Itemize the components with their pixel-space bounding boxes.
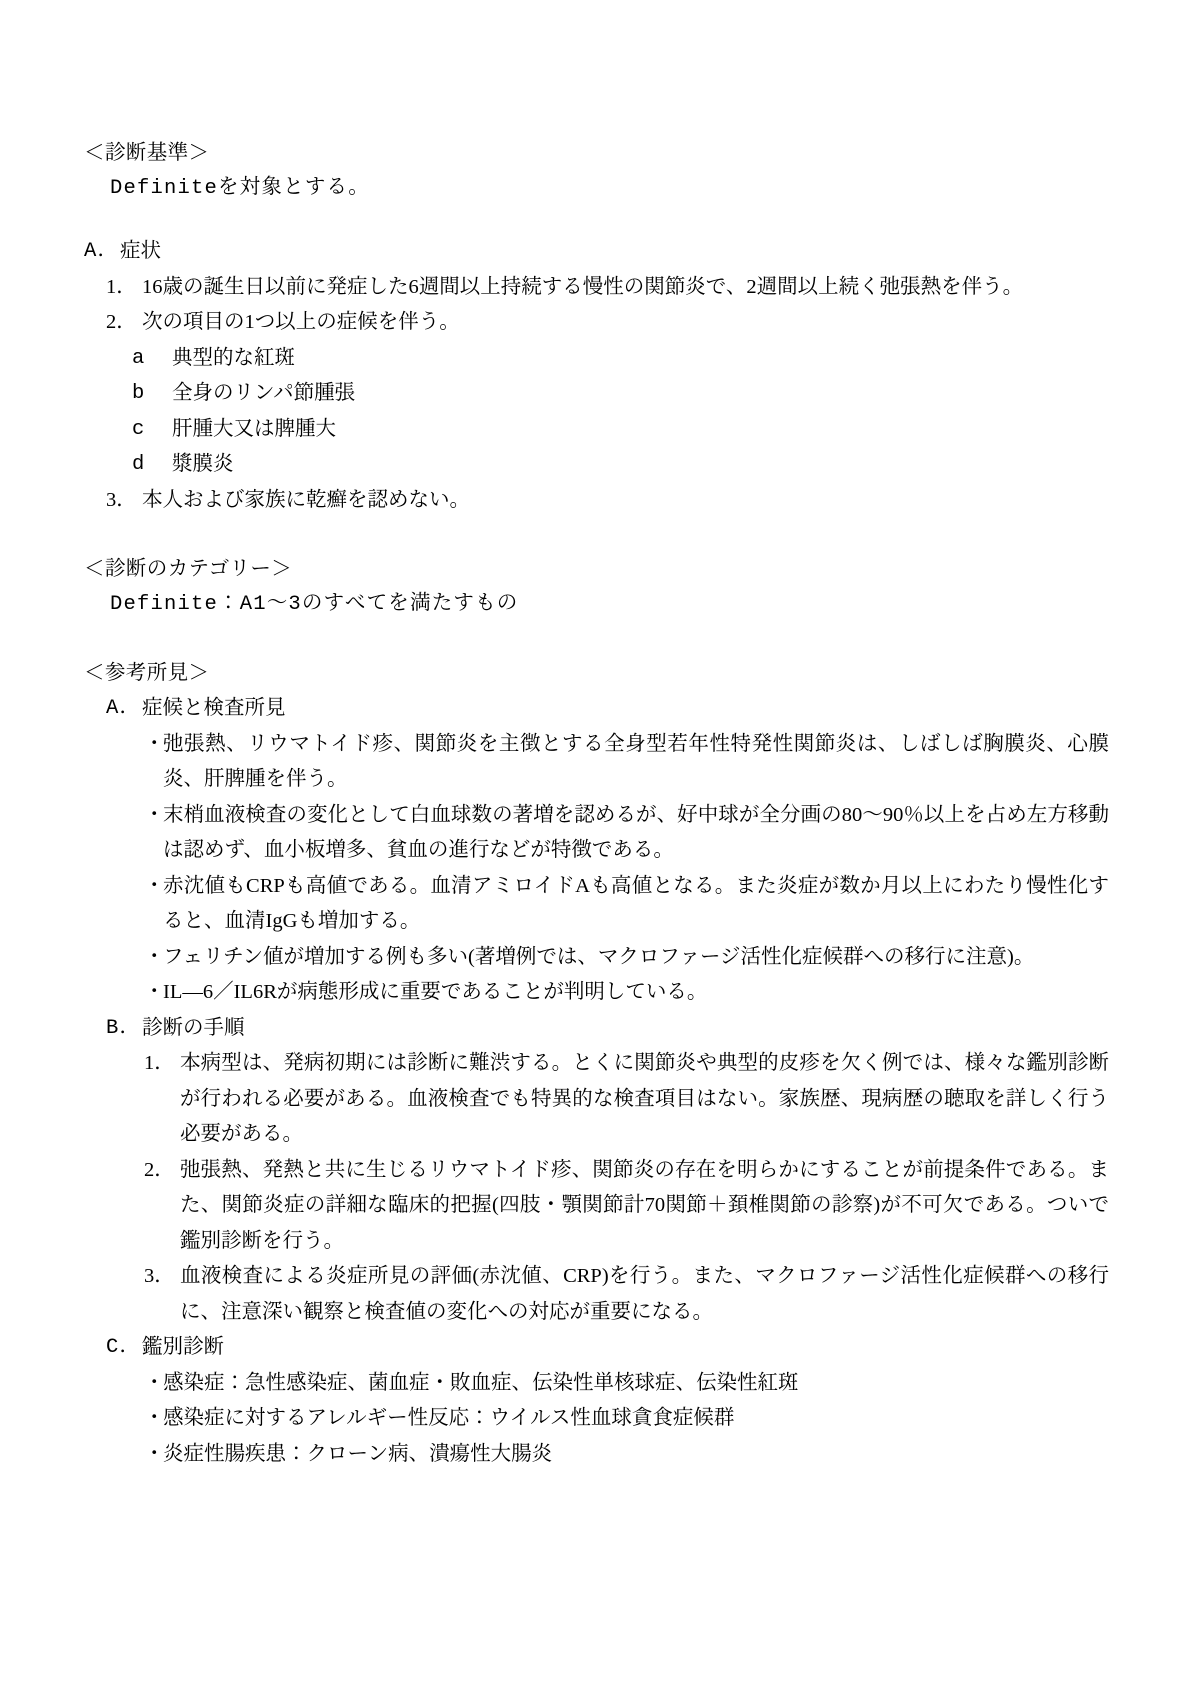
reference-section-c-marker: C． [106, 1336, 142, 1359]
section-a-symptoms-heading [84, 234, 1109, 270]
symptom-item-1-marker: 1． [106, 275, 137, 298]
symptom-sub-item-c [84, 412, 1109, 448]
document-body [84, 136, 1109, 1472]
symptom-item-2-marker: 2． [106, 311, 137, 333]
symptom-sub-item-a [84, 341, 1109, 377]
spacer [84, 206, 1109, 234]
symptom-item-2 [84, 305, 1109, 341]
section-a-label: 症状 [120, 240, 161, 262]
reference-a-bullet [84, 869, 1109, 940]
symptom-sub-item-d-marker: d [132, 453, 146, 476]
reference-a-bullet-text: フェリチン値が増加する例も多い(著増例では、マクロファージ活性化症候群への移行に注意)。 [163, 945, 1035, 968]
section-a-marker: A． [84, 240, 120, 263]
bullet-icon: ・ [144, 1442, 165, 1465]
reference-a-bullet-text: 赤沈値もCRPも高値である。血清アミロイドAも高値となる。また炎症が数か月以上にわたり慢性化すると、血清IgGも増加する。 [163, 874, 1109, 932]
reference-c-bullet-text: 感染症に対するアレルギー性反応：ウイルス性血球貪食症候群 [163, 1407, 735, 1429]
symptom-item-1 [84, 270, 1109, 306]
reference-b-item-marker: 1． [144, 1052, 175, 1074]
reference-section-b-heading [84, 1011, 1109, 1047]
symptom-item-3-marker: 3． [106, 488, 137, 511]
bullet-icon: ・ [144, 874, 165, 897]
spacer [84, 622, 1109, 656]
symptom-sub-item-a-text: 典型的な紅斑 [172, 346, 295, 369]
reference-b-item-text: 本病型は、発病初期には診断に難渋する。とくに関節炎や典型的皮疹を欠く例では、様々な鑑別診断が行われる必要がある。血液検査でも特異的な検査項目はない。家族歴、現病歴の聴取を詳しく行う必要がある。 [180, 1052, 1109, 1145]
reference-section-c-heading [84, 1330, 1109, 1366]
symptom-sub-item-b-marker: b [132, 382, 146, 405]
reference-b-item-marker: 3． [144, 1265, 175, 1287]
bullet-icon: ・ [144, 945, 165, 968]
reference-b-item [84, 1046, 1109, 1153]
symptom-sub-item-b [84, 376, 1109, 412]
symptom-item-2-text: 次の項目の1つ以上の症候を伴う。 [142, 311, 460, 333]
criteria-heading: ＜診断基準＞ [84, 142, 210, 164]
reference-section-b-label: 診断の手順 [142, 1016, 245, 1039]
category-line: Definite：A1〜3のすべてを満たすもの [110, 593, 519, 616]
reference-b-item-text: 血液検査による炎症所見の評価(赤沈値、CRP)を行う。また、マクロファージ活性化症候群への移行に、注意深い観察と検査値の変化への対応が重要になる。 [180, 1265, 1109, 1323]
reference-c-bullet-text: 炎症性腸疾患：クローン病、潰瘍性大腸炎 [163, 1442, 553, 1465]
symptom-sub-item-c-marker: c [132, 417, 146, 441]
reference-c-bullet-text: 感染症：急性感染症、菌血症・敗血症、伝染性単核球症、伝染性紅斑 [163, 1371, 799, 1394]
reference-c-bullet [84, 1437, 1109, 1473]
symptom-sub-item-d [84, 447, 1109, 483]
reference-a-bullet [84, 940, 1109, 976]
category-heading: ＜診断のカテゴリー＞ [84, 558, 293, 580]
bullet-icon: ・ [144, 1407, 165, 1429]
symptom-sub-item-d-text: 漿膜炎 [172, 453, 234, 475]
reference-c-bullet [84, 1366, 1109, 1402]
bullet-icon: ・ [144, 981, 165, 1003]
symptom-item-3-text: 本人および家族に乾癬を認めない。 [142, 488, 470, 511]
reference-a-bullet-text: 弛張熱、リウマトイド疹、関節炎を主徴とする全身型若年性特発性関節炎は、しばしば胸膜炎、心膜炎、肝脾腫を伴う。 [163, 732, 1109, 790]
reference-c-bullet [84, 1401, 1109, 1437]
bullet-icon: ・ [144, 1371, 165, 1394]
symptom-sub-item-c-text: 肝腫大又は脾腫大 [172, 417, 336, 440]
reference-heading: ＜参考所見＞ [84, 662, 210, 684]
bullet-icon: ・ [144, 732, 165, 755]
bullet-icon: ・ [144, 803, 165, 826]
criteria-lead: Definiteを対象とする。 [110, 177, 370, 200]
symptom-item-3 [84, 483, 1109, 519]
reference-b-item [84, 1259, 1109, 1330]
spacer [84, 518, 1109, 552]
reference-b-item-marker: 2． [144, 1158, 175, 1181]
reference-section-b-marker: B． [106, 1016, 142, 1040]
reference-section-a-label: 症候と検査所見 [142, 697, 286, 719]
reference-b-item [84, 1153, 1109, 1260]
reference-a-bullet [84, 975, 1109, 1011]
reference-a-bullet-text: 末梢血液検査の変化として白血球数の著増を認めるが、好中球が全分画の80〜90％以上を占め左方移動は認めず、血小板増多、貧血の進行などが特徴である。 [163, 803, 1109, 861]
reference-a-bullet-text: IL—6／IL6Rが病態形成に重要であることが判明している。 [163, 981, 708, 1003]
symptom-sub-item-a-marker: a [132, 346, 146, 370]
reference-a-bullet [84, 798, 1109, 869]
symptom-sub-item-b-text: 全身のリンパ節腫張 [172, 382, 356, 404]
symptom-item-1-text: 16歳の誕生日以前に発症した6週間以上持続する慢性の関節炎で、2週間以上続く弛張熱を伴う。 [142, 275, 1024, 298]
reference-section-a-marker: A． [106, 697, 142, 720]
reference-a-bullet [84, 727, 1109, 798]
reference-section-c-label: 鑑別診断 [142, 1336, 224, 1358]
reference-b-item-text: 弛張熱、発熱と共に生じるリウマトイド疹、関節炎の存在を明らかにすることが前提条件である。また、関節炎症の詳細な臨床的把握(四肢・顎関節計70関節＋頚椎関節の診察)が不可欠である。ついで鑑別診断を行う。 [180, 1158, 1109, 1252]
reference-section-a-heading [84, 691, 1109, 727]
